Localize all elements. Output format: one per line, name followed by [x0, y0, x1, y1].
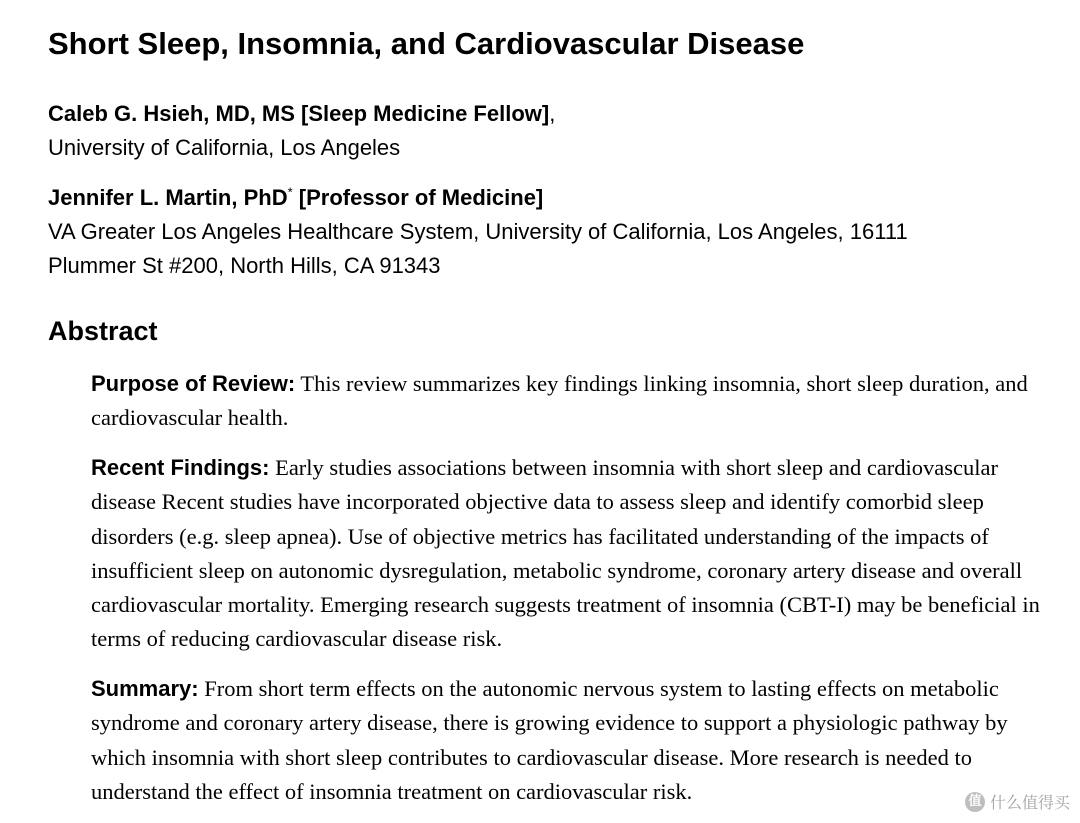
- paper-title: Short Sleep, Insomnia, and Cardiovascular Disease: [48, 26, 805, 61]
- author-2-name: Jennifer L. Martin, PhD: [48, 185, 288, 210]
- abstract-heading: Abstract: [48, 316, 158, 346]
- abstract-summary: [91, 672, 1056, 809]
- recent-findings-text: Early studies associations between insomnia with short sleep and cardiovascular disease Recent studies have incorporated objective data to assess sleep and identify comorbid sleep disorders (e.g. sleep apnea). Use of objective metrics has facilitated understanding of the impacts of insufficient sleep on autonomic dysregulation, metabolic syndrome, coronary artery disease and overall cardiovascular mortality. Emerging research suggests treatment of insomnia (CBT-I) may be beneficial in terms of reducing cardiovascular disease risk.: [91, 455, 1040, 652]
- author-1-affiliation: University of California, Los Angeles: [48, 135, 401, 160]
- watermark-text: 什么值得买: [989, 793, 1070, 812]
- author-2-footnote-mark[interactable]: *: [287, 184, 293, 200]
- purpose-of-review-label: Purpose of Review:: [91, 371, 296, 396]
- author-1: [48, 97, 555, 165]
- author-2-role: [Professor of Medicine]: [292, 185, 544, 210]
- author-1-name: Caleb G. Hsieh, MD, MS [Sleep Medicine Fellow]: [48, 101, 550, 126]
- recent-findings-label: Recent Findings:: [91, 455, 270, 480]
- abstract-purpose-of-review: [91, 367, 1056, 436]
- author-2-affiliation-line-1: VA Greater Los Angeles Healthcare System, University of California, Los Angeles, 16111: [48, 219, 908, 244]
- author-1-separator: ,: [549, 101, 556, 126]
- purpose-of-review-text: This review summarizes key findings linking insomnia, short sleep duration, and cardiovascular health.: [91, 371, 1028, 431]
- summary-label: Summary:: [91, 676, 199, 701]
- author-2-affiliation-line-2: Plummer St #200, North Hills, CA 91343: [48, 253, 441, 278]
- abstract-recent-findings: [91, 451, 1056, 657]
- author-2: [48, 181, 908, 283]
- watermark-logo-icon: 值: [965, 792, 985, 812]
- author-1-name-line: [48, 97, 555, 131]
- summary-text: From short term effects on the autonomic nervous system to lasting effects on metabolic syndrome and coronary artery disease, there is growing evidence to support a physiologic pathway by which insomnia with short sleep contributes to cardiovascular disease. More research is needed to understand the effect of insomnia treatment on cardiovascular risk.: [91, 676, 1008, 804]
- site-watermark: [965, 790, 1070, 813]
- author-2-name-line: [48, 181, 908, 215]
